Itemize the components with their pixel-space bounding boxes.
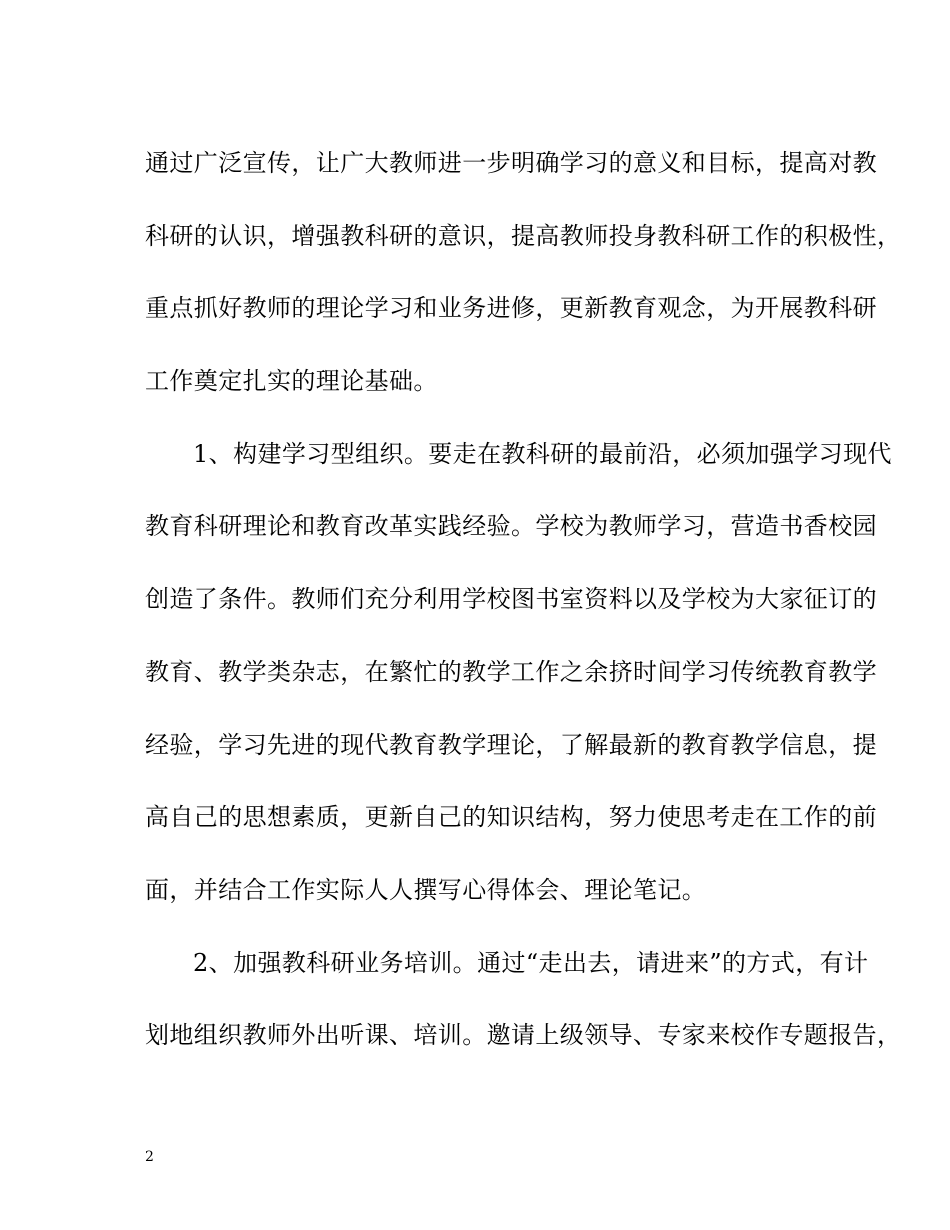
paragraph-1-first-line: 1、构建学习型组织。要走在教科研的最前沿，必须加强学习现代 [193,439,892,468]
paragraph-2-first-line: 2、加强教科研业务培训。通过“走出去，请进来”的方式，有计 [193,948,869,977]
text-line-2: 科研的认识，增强教科研的意识，提高教师投身教科研工作的积极性， [145,221,902,250]
body-text [145,138,902,1083]
text-line-8: 教育、教学类杂志，在繁忙的教学工作之余挤时间学习传统教育教学 [145,657,877,686]
text-line-4: 工作奠定扎实的理论基础。 [145,367,438,396]
text-line-10: 高自己的思想素质，更新自己的知识结构，努力使思考走在工作的前 [145,803,877,832]
text-line-9: 经验，学习先进的现代教育教学理论，了解最新的教育教学信息，提 [145,730,877,759]
text-line-11: 面，并结合工作实际人人撰写心得体会、理论笔记。 [145,875,707,904]
page-number: 2 [145,1149,154,1165]
text-line-6: 教育科研理论和教育改革实践经验。学校为教师学习，营造书香校园 [145,512,877,541]
text-line-13: 划地组织教师外出听课、培训。邀请上级领导、专家来校作专题报告， [145,1021,902,1050]
text-line-3: 重点抓好教师的理论学习和业务进修，更新教育观念，为开展教科研 [145,294,877,323]
text-line-7: 创造了条件。教师们充分利用学校图书室资料以及学校为大家征订的 [145,585,877,614]
text-line-1: 通过广泛宣传，让广大教师进一步明确学习的意义和目标，提高对教 [145,149,877,177]
